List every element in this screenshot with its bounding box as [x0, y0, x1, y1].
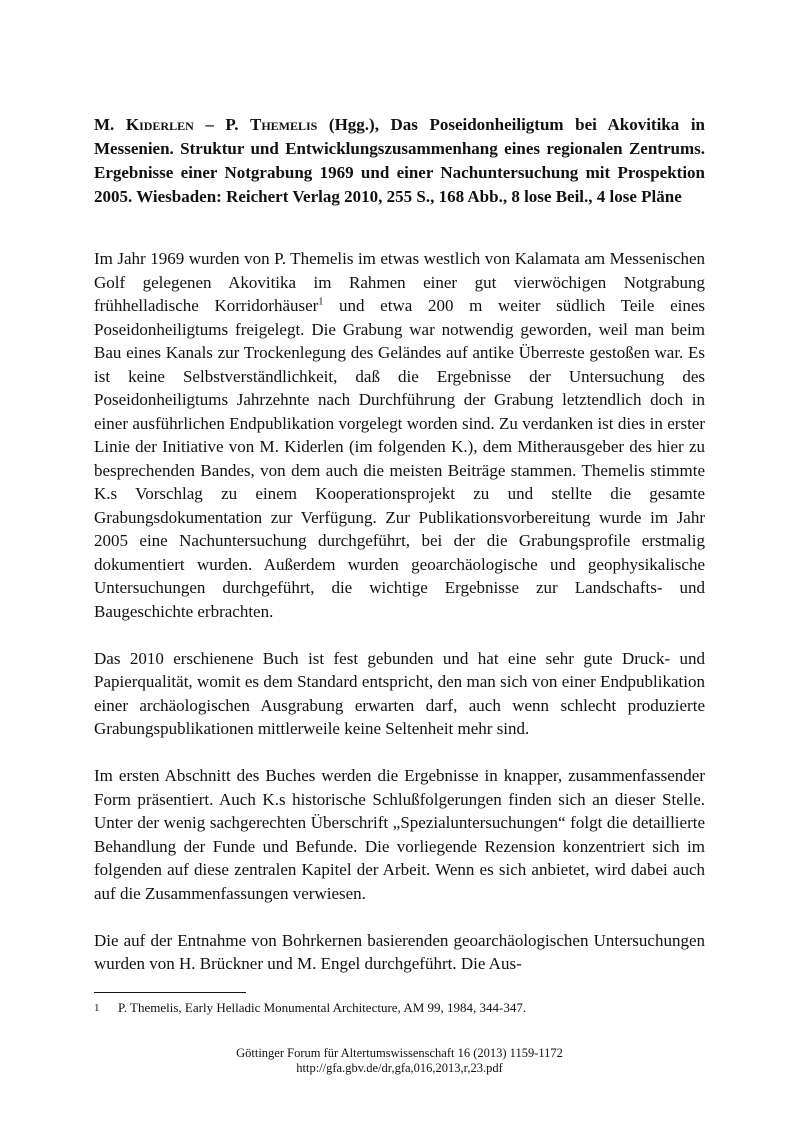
document-page [94, 113, 705, 976]
paragraph-intro [94, 247, 705, 623]
footnote [94, 1000, 705, 1016]
journal-citation: Göttinger Forum für Altertumswissenschaft 16 (2013) 1159-1172 [236, 1046, 563, 1060]
footnote-reference: 1 [318, 296, 324, 308]
editor-1-initial: M. [94, 115, 126, 134]
footnote-number: 1 [94, 1002, 100, 1014]
paragraph-book-quality: Das 2010 erschienene Buch ist fest gebunden und hat eine sehr gute Druck- und Papierqualität, womit es dem Standard entspricht, den man sich von einer Endpublikation einer archäologischen Ausgrabung erwarten darf, auch wenn schlecht produzierte Grabungspublikationen mittlerweile keine Seltenheit mehr sind. [94, 648, 705, 738]
review-heading [94, 113, 705, 209]
paragraph-intro-text-b: und etwa 200 m weiter südlich Teile eines Poseidonheiligtums freigelegt. Die Grabung war notwendig geworden, weil man beim Bau eines Kanals zur Trockenlegung des Geländes auf antike Überreste gestoßen war. Es ist keine Selbstverständlichkeit, daß die Ergebnisse der Untersuchung des Poseidonheiligtums Jahrzehnte nach Durchführung der Grabung letztendlich doch in einer ausführlichen Endpublikation vorgelegt worden sind. Zu verdanken ist dies in erster Linie der Initiative von M. Kiderlen (im folgenden K.), dem Mitherausgeber des hier zu besprechenden Bandes, von dem auch die meisten Beiträge stammen. Themelis stimmte K.s Vorschlag zu einem Kooperationsprojekt zu und stellte die gesamte Grabungsdokumentation zur Verfügung. Zur Publikationsvorbereitung wurde im Jahr 2005 eine Nachuntersuchung durchgeführt, bei der die Grabungsprofile erstmalig dokumentiert wurden. Außerdem wurden geoarchäologische und geophysikalische Untersuchungen durchgeführt, die wichtige Ergebnisse zur Landschafts- und Baugeschichte erbrachten. [94, 296, 705, 621]
footnote-text: P. Themelis, Early Helladic Monumental Architecture, AM 99, 1984, 344-347. [118, 1000, 527, 1015]
editor-2-surname: Themelis [250, 115, 318, 134]
document-url: http://gfa.gbv.de/dr,gfa,016,2013,r,23.pdf [296, 1061, 503, 1075]
paragraph-structure: Im ersten Abschnitt des Buches werden die Ergebnisse in knapper, zusammenfassender Form präsentiert. Auch K.s historische Schlußfolgerungen finden sich an dieser Stelle. Unter der wenig sachgerechten Überschrift „Spezialuntersuchungen“ folgt die detaillierte Behandlung der Funde und Befunde. Die vorliegende Rezension konzentriert sich im folgenden auf diese zentralen Kapitel der Arbeit. Wenn es sich anbietet, wird dabei auch auf die Zusammenfassungen verwiesen. [94, 766, 705, 903]
editor-separator: – P. [193, 115, 250, 134]
editor-1-surname: Kiderlen [125, 115, 194, 134]
page-footer [94, 1046, 705, 1076]
book-citation: (Hgg.), Das Poseidonheiligtum bei Akovitika in Messenien. Struktur und Entwicklungszusammenhang eines regionalen Zentrums. Ergebnisse einer Notgrabung 1969 und einer Nachuntersuchung mit Prospektion 2005. Wiesbaden: Reichert Verlag 2010, 255 S., 168 Abb., 8 lose Beil., 4 lose Pläne [94, 115, 705, 206]
paragraph-intro-text-a: Im Jahr 1969 wurden von P. Themelis im etwas westlich von Kalamata am Messenischen Golf gelegenen Akovitika im Rahmen einer gut vierwöchigen Notgrabung frühhelladische Korridorhäuser [94, 249, 705, 315]
footnote-divider [94, 992, 246, 993]
paragraph-geoarchaeology: Die auf der Entnahme von Bohrkernen basierenden geoarchäologischen Untersuchungen wurden von H. Brückner und M. Engel durchgeführt. Die Aus- [94, 930, 705, 973]
